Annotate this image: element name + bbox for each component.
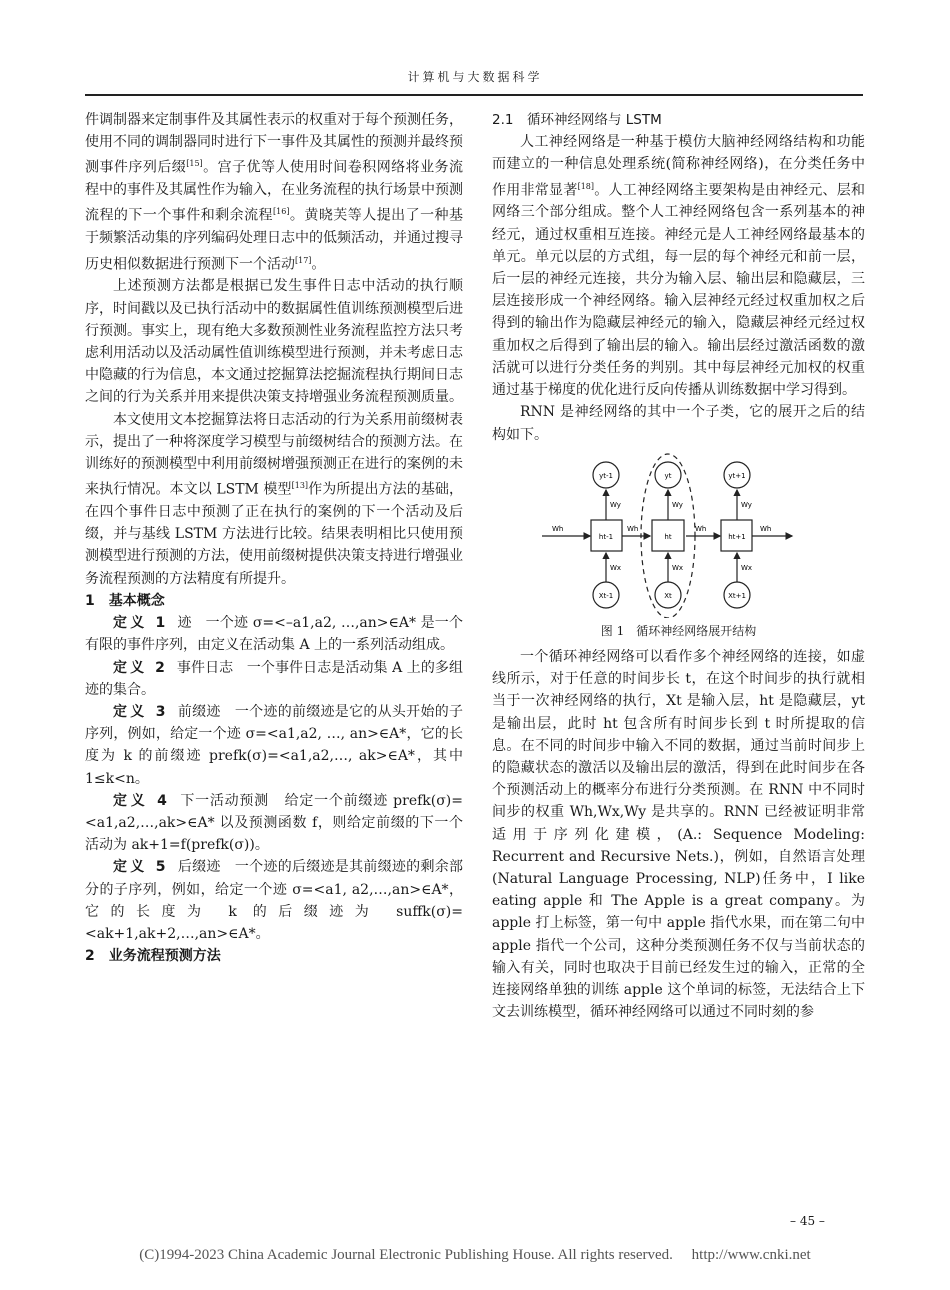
paragraph: 人工神经网络是一种基于模仿大脑神经网络结构和功能而建立的一种信息处理系统(简称神经网络)，在分类任务中作用非常显著[18]。人工神经网络主要架构是由神经元、层和网络三个部分组成。整个人工神经网络包含一系列基本的神经元，通过权重相互连接。神经元是人工神经网络最基本的单元。单元以层的方式组，每一层的每个神经元和前一层，后一层的神经元连接，共分为输入层、输出层和隐藏层，三层连接形成一个神经网络。输入层神经元经过权重加权之后得到的输出作为隐藏层神经元的输入，隐藏层神经元经过权重加权之后得到了输出层的输入。输出层经过激活函数的激活就可以进行分类任务的判别。其中每层神经元加权的权重通过基于梯度的优化进行反向传播从训练数据中学习得到。 [492, 134, 866, 399]
svg-text:Xt+1: Xt+1 [728, 591, 746, 600]
svg-text:Wx: Wx [741, 563, 753, 572]
header-rule [85, 94, 863, 96]
copyright-footer: (C)1994-2023 China Academic Journal Electronic Publishing House. All rights reserved. http://www.cnki.net [139, 1247, 811, 1263]
paragraph: 一个循环神经网络可以看作多个神经网络的连接，如虚线所示，对于任意的时间步长 t，在这个时间步的执行就相当于一次神经网络的执行，Xt 是输入层，ht 是隐藏层，yt 是输出层，此时 ht 包含所有时间步长到 t 时所提取的信息。在不同的时间步中输入不同的数据，通过当前时间步上的隐藏状态的激活以及输出层的激活，得到在此时间步在各个预测活动上的概率分布进行分类预测。在 RNN 中不同时间步的权重 Wh,Wx,Wy 是共享的。RNN 已经被证明非常适用于序列化建模，(A.: Sequence Modeling: Recurrent and Recursive Nets.)，例如，自然语言处理(Natural Language Processing, NLP)任务中，I like eating apple 和 The Apple is a great company。为 apple 打上标签，第一句中 apple 指代水果，而在第二句中 apple 指代一个公司，这种分类预测任务不仅与当前状态的输入有关，同时也取决于目前已经发生过的输入，正常的全连接网络单独的训练 apple 这个单词的标签，无法结合上下文去训练模型，循环神经网络可以通过不同时刻的参 [492, 648, 865, 1021]
definition-5: 定义 5 后缀迹 一个迹的后缀迹是其前缀迹的剩余部分的子序列，例如，给定一个迹 σ=<a1, a2,…,an>∈A*，它的长度为 k 的后缀迹为 suffk(σ)=<ak+1,ak+2,…,an>∈A*。 [85, 859, 463, 942]
wh-label: Wh [695, 524, 707, 533]
wh-label: Wh [552, 524, 564, 533]
svg-text:yt: yt [664, 471, 672, 480]
page-number: – 45 – [790, 1214, 825, 1228]
svg-text:Xt: Xt [664, 591, 672, 600]
right-column [492, 109, 865, 1023]
section-heading: 2 业务流程预测方法 [85, 948, 221, 965]
paragraph: 件调制器来定制事件及其属性表示的权重对于每个预测任务，使用不同的调制器同时进行下一事件及其属性的预测并最终预测事件序列后缀[15]。宫子优等人使用时间卷积网络将业务流程中的事件及其属性作为输入，在业务流程的执行场景中预测流程的下一个事件和剩余流程[16]。黄晓芙等人提出了一种基于频繁活动集的序列编码处理日志中的低频活动，并通过搜寻历史相似数据进行预测下一个活动[17]。 [85, 112, 464, 273]
paragraph: 上述预测方法都是根据已发生事件日志中活动的执行顺序，时间戳以及已执行活动中的数据属性值训练预测模型后进行预测。事实上，现有绝大多数预测性业务流程监控方法只考虑利用活动以及活动属性值训练模型进行预测，并未考虑日志中隐藏的行为信息，本文通过挖掘算法挖掘流程执行期间日志之间的行为关系并用来提供决策支持增强业务流程预测质量。 [85, 278, 463, 406]
svg-text:yt-1: yt-1 [599, 471, 613, 480]
svg-text:ht: ht [664, 532, 672, 541]
svg-text:Wx: Wx [672, 563, 684, 572]
paragraph: RNN 是神经网络的其中一个子类，它的展开之后的结构如下。 [492, 404, 865, 443]
rnn-unrolled-diagram [492, 452, 865, 618]
rnn-figure [492, 452, 865, 618]
svg-text:Wy: Wy [610, 500, 621, 509]
svg-text:ht-1: ht-1 [598, 532, 614, 541]
definition-1: 定义 1 迹 一个迹 σ=<–a1,a2, …,an>∈A* 是一个有限的事件序列，由定义在活动集 A 上的一系列活动组成。 [85, 615, 463, 654]
svg-text:Xt-1: Xt-1 [598, 591, 614, 600]
definition-3: 定义 3 前缀迹 一个迹的前缀迹是它的从头开始的子序列，例如，给定一个迹 σ=<a1,a2, …, an>∈A*，它的长度为 k 的前缀迹 prefk(σ)=<a1,a2,…, ak>∈A*，其中 1≤k<n。 [85, 703, 463, 787]
definition-2: 定义 2 事件日志 一个事件日志是活动集 A 上的多组迹的集合。 [85, 659, 464, 698]
left-column [85, 109, 463, 967]
svg-text:Wx: Wx [610, 563, 622, 572]
definition-4: 定义 4 下一活动预测 给定一个前缀迹 prefk(σ)=<a1,a2,…,ak>∈A* 以及预测函数 f，则给定前缀的下一个活动为 ak+1=f(prefk(σ))。 [85, 792, 463, 854]
subsection-heading: 2.1 循环神经网络与 LSTM [492, 112, 662, 128]
section-heading: 1 基本概念 [85, 592, 165, 609]
svg-text:Wy: Wy [672, 500, 683, 509]
svg-text:ht+1: ht+1 [728, 532, 746, 541]
running-header: 计算机与大数据科学 [407, 70, 543, 84]
wh-label: Wh [627, 524, 639, 533]
svg-text:Wy: Wy [741, 500, 752, 509]
paragraph: 本文使用文本挖掘算法将日志活动的行为关系用前缀树表示，提出了一种将深度学习模型与前缀树结合的预测方法。在训练好的预测模型中利用前缀树增强预测正在进行的案例的未来执行情况。本文以 LSTM 模型[13]作为所提出方法的基础，在四个事件日志中预测了正在执行的案例的下一个活动及后缀，并与基线 LSTM 方法进行比较。结果表明相比只使用预测模型进行预测的方法，使用前缀树提供决策支持进行增强业务流程预测的方法精度有所提升。 [85, 411, 463, 587]
figure-caption: 图 1 循环神经网络展开结构 [600, 623, 757, 638]
wh-label: Wh [760, 524, 772, 533]
svg-text:yt+1: yt+1 [728, 471, 746, 480]
